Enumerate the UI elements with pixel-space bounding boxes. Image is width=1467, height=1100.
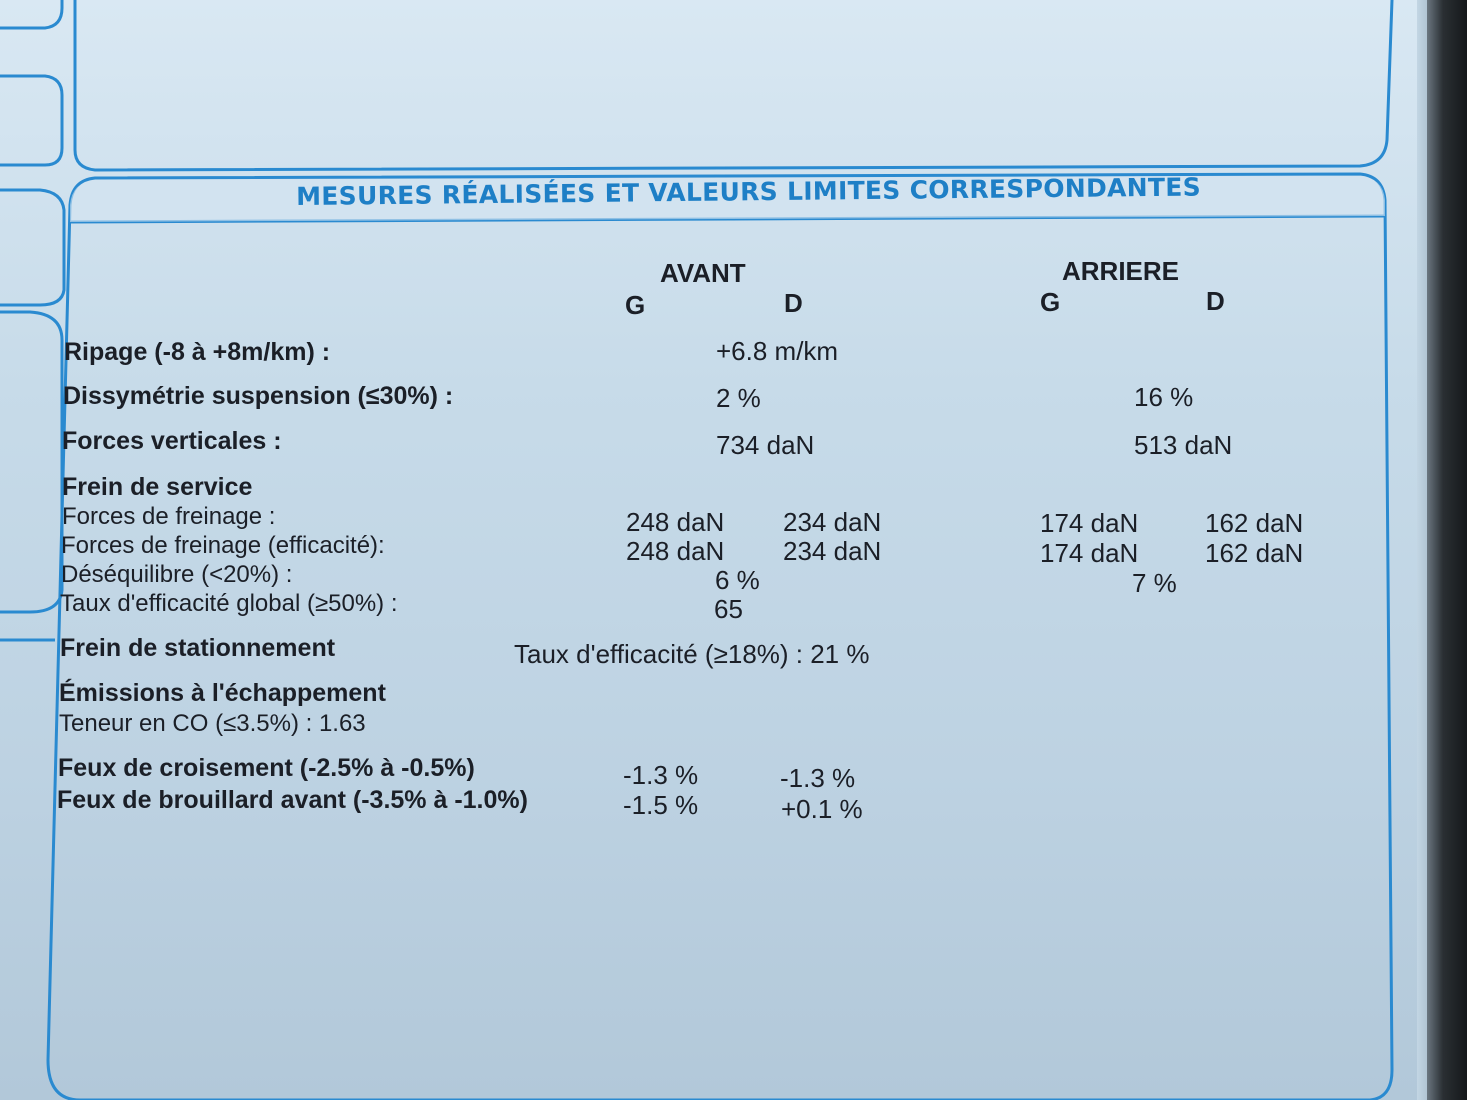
ripage-value: +6.8 m/km <box>716 336 839 366</box>
forces-freinage-avant-d: 234 daN <box>783 507 882 537</box>
forces-freinage-label: Forces de freinage : <box>62 503 276 530</box>
desequilibre-arriere-value: 7 % <box>1132 568 1177 598</box>
desequilibre-label: Déséquilibre (<20%) : <box>61 561 293 588</box>
forces-verticales-arriere-value: 513 daN <box>1134 430 1233 460</box>
forces-freinage-avant-g: 248 daN <box>626 507 725 537</box>
dissymetrie-avant-value: 2 % <box>716 383 761 413</box>
feux-brouillard-d: +0.1 % <box>781 794 863 824</box>
dissymetrie-arriere-value: 16 % <box>1134 382 1194 412</box>
left-tab-4 <box>0 312 62 612</box>
forces-verticales-label: Forces verticales : <box>62 427 282 455</box>
forces-freinage-efficacite-arriere-g: 174 daN <box>1040 538 1139 568</box>
left-tab-3 <box>0 190 64 305</box>
taux-global-label: Taux d'efficacité global (≥50%) : <box>60 590 398 617</box>
forces-freinage-arriere-g: 174 daN <box>1040 508 1139 538</box>
taux-global-value: 65 <box>714 594 743 624</box>
column-header-arriere: ARRIERE <box>1062 256 1180 286</box>
left-tab-2 <box>0 76 62 165</box>
forces-freinage-arriere-d: 162 daN <box>1205 508 1304 538</box>
feux-brouillard-g: -1.5 % <box>623 790 699 820</box>
feux-brouillard-label: Feux de brouillard avant (-3.5% à -1.0%) <box>57 786 528 814</box>
feux-croisement-d: -1.3 % <box>780 763 856 793</box>
frein-stationnement-heading: Frein de stationnement <box>60 634 336 662</box>
forces-freinage-efficacite-avant-g: 248 daN <box>626 536 725 566</box>
section-title: MESURES RÉALISÉES ET VALEURS LIMITES CORRESPONDANTES <box>296 172 1202 211</box>
feux-croisement-label: Feux de croisement (-2.5% à -0.5%) <box>58 754 475 782</box>
forces-freinage-efficacite-label: Forces de freinage (efficacité): <box>61 532 385 559</box>
left-tab-1 <box>0 0 62 28</box>
column-header-avant-d: D <box>784 288 803 318</box>
forces-verticales-avant-value: 734 daN <box>716 430 815 460</box>
column-header-arriere-g: G <box>1040 287 1061 317</box>
upper-box-border <box>75 0 1392 170</box>
forces-freinage-efficacite-avant-d: 234 daN <box>783 536 882 566</box>
emissions-heading: Émissions à l'échappement <box>59 679 386 707</box>
dissymetrie-label: Dissymétrie suspension (≤30%) : <box>63 382 454 410</box>
emissions-co: Teneur en CO (≤3.5%) : 1.63 <box>59 710 366 737</box>
frein-stationnement-value: Taux d'efficacité (≥18%) : 21 % <box>514 639 870 669</box>
column-header-avant: AVANT <box>660 258 746 288</box>
ripage-label: Ripage (-8 à +8m/km) : <box>64 338 331 366</box>
forces-freinage-efficacite-arriere-d: 162 daN <box>1205 538 1304 568</box>
frein-service-heading: Frein de service <box>62 473 253 501</box>
desequilibre-avant-value: 6 % <box>715 565 760 595</box>
feux-croisement-g: -1.3 % <box>623 760 699 790</box>
column-header-arriere-d: D <box>1206 286 1225 316</box>
column-header-avant-g: G <box>625 290 646 320</box>
